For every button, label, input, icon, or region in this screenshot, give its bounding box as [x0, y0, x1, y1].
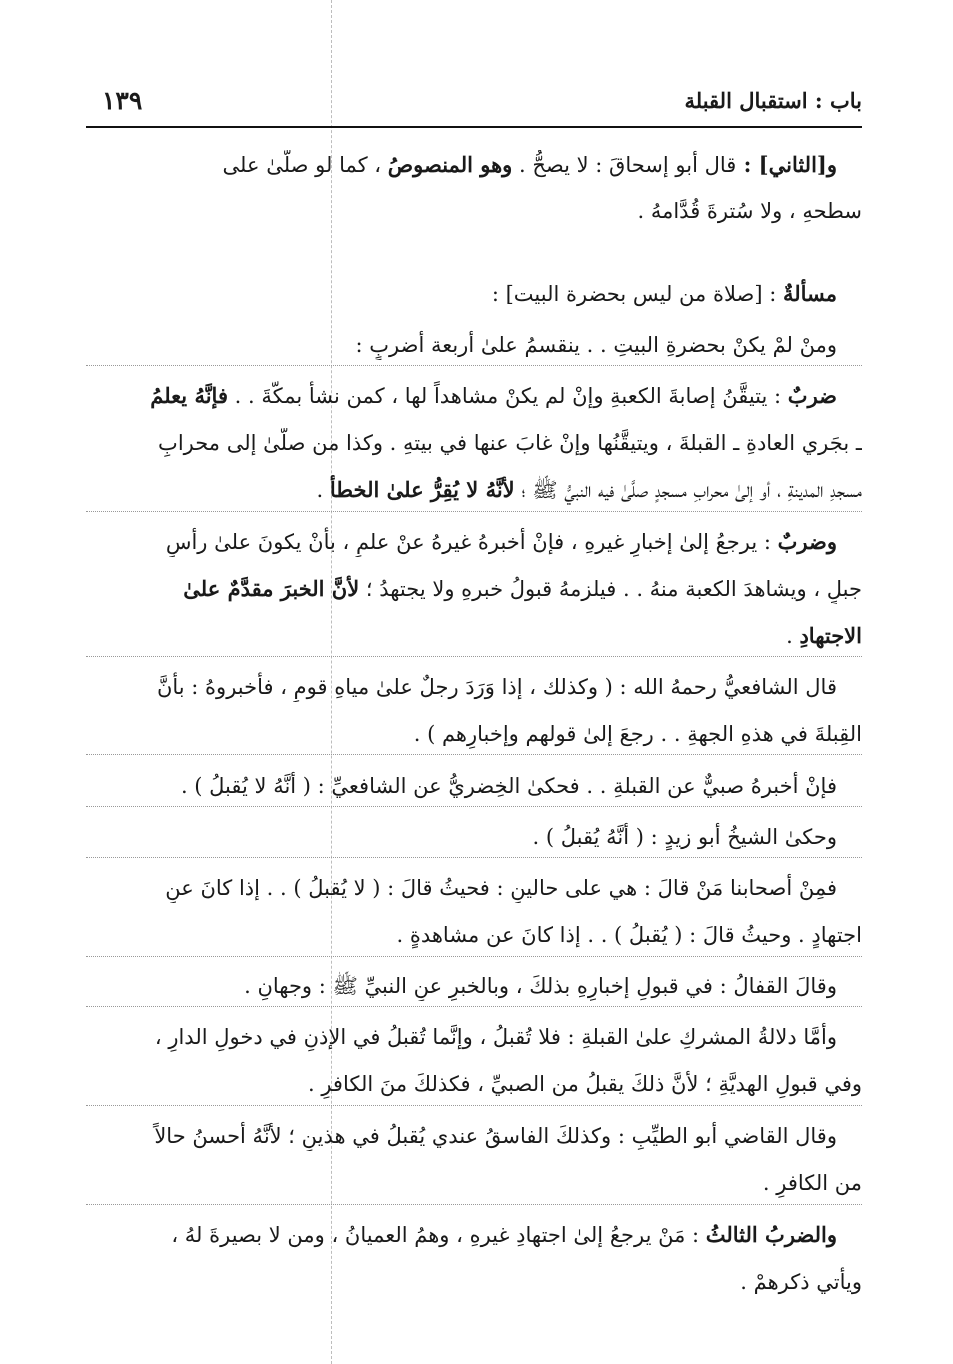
text-line	[86, 150, 837, 180]
text-line	[86, 475, 862, 505]
paragraph-separator	[86, 956, 862, 957]
text-line	[86, 381, 837, 411]
text-run: : مَنْ يرجعُ إلىٰ اجتهادِ غيرهِ ، وهمُ العميانُ ، ومن لا بصيرةَ لهُ ،	[171, 1223, 706, 1247]
text-run: ، كما لو صلَّىٰ على	[222, 153, 388, 177]
text-run: مسجدِ المدينةِ ، أو إلىٰ محرابِ مسجدٍ صلَّىٰ فيه النبيُّ ﷺ ؛	[514, 478, 862, 502]
bold-phrase: لأنَّهُ لا يُقِرُّ علىٰ الخطأ	[329, 477, 515, 502]
text-run: اجتهادٍ . وحيثُ قالَ : ( يُقبلُ ) . . إذا كانَ عن مشاهدةٍ .	[396, 923, 862, 947]
paragraph-separator	[86, 511, 862, 512]
text-run: : [صلاة من ليس بحضرة البيت] :	[491, 282, 783, 306]
paragraph-separator	[86, 806, 862, 807]
paragraph-separator	[86, 656, 862, 657]
text-run: سطحهِ ، ولا سُترةَ قُدَّامهُ .	[637, 199, 862, 223]
bold-phrase: فإنَّهُ يعلمُ	[150, 383, 228, 408]
text-run: القِبلةَ في هذهِ الجهةِ . . رجعَ إلىٰ قولهم وإخبارِهم ) .	[413, 722, 862, 746]
text-line	[86, 719, 862, 749]
text-line	[86, 1121, 837, 1151]
bold-phrase: وهو المنصوصُ	[387, 152, 513, 177]
bold-phrase: الاجتهادِ	[799, 623, 862, 648]
page-header	[86, 84, 862, 124]
text-run: .	[316, 478, 330, 502]
text-run: وقال القاضي أبو الطيِّبِ : وكذلكَ الفاسقُ عندي يُقبلُ في هذينِ ؛ لأنَّهُ أحسنُ حالاً	[154, 1124, 837, 1148]
text-line	[86, 873, 837, 903]
text-run: .	[786, 624, 800, 648]
paragraph-separator	[86, 857, 862, 858]
text-run: قال أبو إسحاقَ : لا يصحُّ .	[512, 153, 737, 177]
bold-phrase: و[الثاني] :	[736, 152, 837, 177]
paragraph-separator	[86, 754, 862, 755]
text-run: ومنْ لمْ يكنْ بحضرةِ البيتِ . . ينقسمُ علىٰ أربعة أضربٍ :	[355, 333, 837, 357]
text-line	[86, 279, 837, 309]
text-run: وحكىٰ الشيخُ أبو زيدٍ : ( أنَّهُ يُقبلُ ) .	[532, 825, 837, 849]
paragraph-separator	[86, 1105, 862, 1106]
bold-phrase: وضربٌ	[777, 529, 837, 554]
text-run: ويأتي ذكرهمْ .	[740, 1270, 862, 1294]
header-rule	[86, 126, 862, 128]
paragraph-separator	[86, 1204, 862, 1205]
bold-phrase: والضربُ الثالثُ	[705, 1222, 837, 1247]
text-run: فمِنْ أصحابنا مَنْ قالَ : هي على حالينِ : فحيثُ قالَ : ( لا يُقبلُ ) . . إذا كانَ عنِ	[165, 876, 837, 900]
paragraph-separator	[86, 365, 862, 366]
text-line	[86, 330, 837, 360]
text-line	[86, 672, 837, 702]
text-line	[86, 428, 862, 458]
text-line	[86, 771, 837, 801]
text-line	[86, 196, 862, 226]
text-run: جبلٍ ، ويشاهدَ الكعبة منهُ . . فيلزمهُ قبولُ خبرهِ ولا يجتهدُ ؛	[359, 577, 862, 601]
text-run: فإنْ أخبرهُ صبيٌّ عن القبلةِ . . فحكىٰ الخِضريُّ عن الشافعيِّ : ( أنَّهُ لا يُقبلُ ) .	[180, 774, 837, 798]
bold-phrase: ضربٌ	[787, 383, 837, 408]
page-number: ١٣٩	[102, 86, 143, 115]
text-line	[86, 1220, 837, 1250]
text-line	[86, 971, 837, 1001]
text-line	[86, 1168, 862, 1198]
text-run: قال الشافعيُّ رحمهُ الله : ( وكذلك ، إذا وَرَدَ رجلٌ علىٰ مياهِ قومٍ ، فأخبروهُ : بأنَّ	[156, 675, 837, 699]
text-line	[86, 920, 862, 950]
text-line	[86, 1022, 837, 1052]
bold-phrase: مسألةٌ	[782, 281, 837, 306]
text-run: ـ بجَري العادةِ ـ القبلةَ ، ويتيقَّنُها وإنْ غابَ عنها في بيتهِ . وكذا من صلَّىٰ إلى محرابِ	[158, 431, 862, 455]
text-run: من الكافرِ .	[762, 1171, 862, 1195]
text-run: : يتيقَّنُ إصابةَ الكعبةِ وإنْ لم يكنْ مشاهداً لها ، كمن نشأ بمكَّةَ . .	[228, 384, 788, 408]
text-run: : يرجعُ إلىٰ إخبارِ غيرهِ ، فإنْ أخبرهُ غيرهُ عنْ علمٍ ، بأنْ يكونَ علىٰ رأسِ	[165, 530, 778, 554]
text-line	[86, 527, 837, 557]
text-run: وأمَّا دلالةُ المشركِ علىٰ القبلةِ : فلا تُقبلُ ، وإنَّما تُقبلُ في الإذنِ في دخولِ الدارِ ،	[154, 1025, 837, 1049]
bold-phrase: لأنَّ الخبرَ مقدَّمٌ علىٰ	[183, 576, 360, 601]
text-line	[86, 574, 862, 604]
text-run: وفي قبولِ الهديَّةِ ؛ لأنَّ ذلكَ يقبلُ من الصبيِّ ، فكذلكَ منَ الكافرِ .	[307, 1072, 862, 1096]
paragraph-separator	[86, 1006, 862, 1007]
text-line	[86, 621, 862, 651]
chapter-title: باب : استقبال القبلة	[684, 88, 862, 113]
text-line	[86, 822, 837, 852]
text-line	[86, 1267, 862, 1297]
text-line	[86, 1069, 862, 1099]
text-run: وقالَ القفالُ : في قبولِ إخبارِهِ بذلكَ ، وبالخبرِ عنِ النبيِّ ﷺ : وجهانِ .	[244, 974, 837, 998]
